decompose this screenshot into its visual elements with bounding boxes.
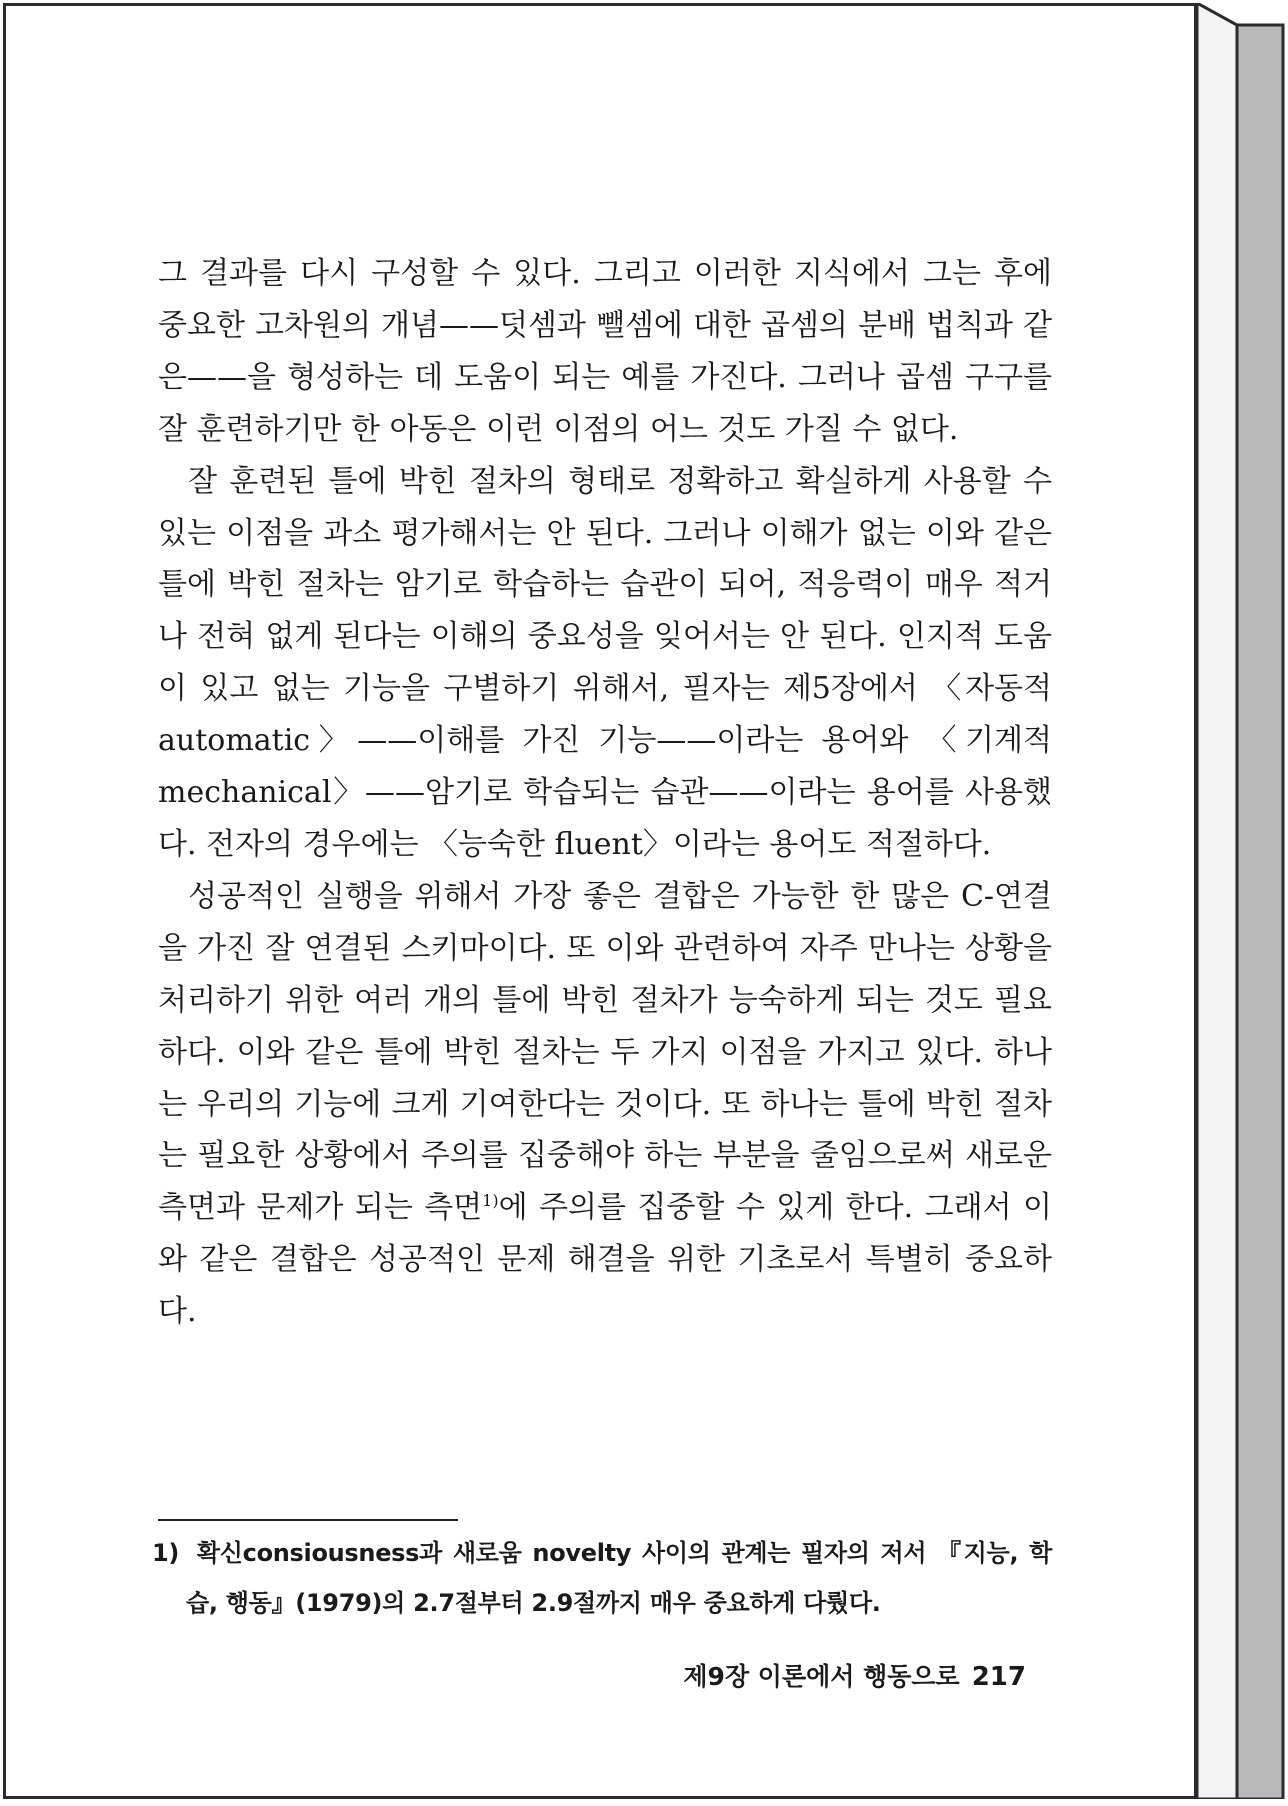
footnote xyxy=(152,1528,1053,1628)
running-footer xyxy=(683,1657,1026,1693)
chapter-label: 제9장 이론에서 행동으로 xyxy=(683,1662,960,1691)
footnote-reference[interactable]: 1) xyxy=(482,1191,499,1211)
page-number: 217 xyxy=(971,1662,1026,1692)
paragraph-3-text-after: 에 주의를 집중할 수 있게 한다. 그래서 이와 같은 결합은 성공적인 문제 해결을 위한 기초로서 특별히 중요하다. xyxy=(158,1190,1052,1330)
body-text xyxy=(158,248,1052,1338)
paragraph-3-text-before: 성공적인 실행을 위해서 가장 좋은 결합은 가능한 한 많은 C-연결을 가진 잘 연결된 스키마이다. 또 이와 관련하여 자주 만나는 상황을 처리하기 위한 여러 개의 틀에 박힌 절차가 능숙하게 되는 것도 필요하다. 이와 같은 틀에 박힌 절차는 두 가지 이점을 가지고 있다. 하나는 우리의 기능에 크게 기여한다는 것이다. 또 하나는 틀에 박힌 절차는 필요한 상황에서 주의를 집중해야 하는 부분을 줄임으로써 새로운 측면과 문제가 되는 측면 xyxy=(158,878,1052,1226)
paragraph-2: 잘 훈련된 틀에 박힌 절차의 형태로 정확하고 확실하게 사용할 수 있는 이점을 과소 평가해서는 안 된다. 그러나 이해가 없는 이와 같은 틀에 박힌 절차는 암기로 학습하는 습관이 되어, 적응력이 매우 적거나 전혀 없게 된다는 이해의 중요성을 잊어서는 안 된다. 인지적 도움이 있고 없는 기능을 구별하기 위해서, 필자는 제5장에서 〈자동적 automatic〉——이해를 가진 기능——이라는 용어와 〈기계적 mechanical〉——암기로 학습되는 습관——이라는 용어를 사용했다. 전자의 경우에는 〈능숙한 fluent〉이라는 용어도 적절하다. xyxy=(158,463,1052,862)
footnote-divider xyxy=(158,1519,458,1521)
footnote-text: 확신consiousness과 새로움 novelty 사이의 관계는 필자의 저서 『지능, 학습, 행동』(1979)의 2.7절부터 2.9절까지 매우 중요하게 다뤘다. xyxy=(186,1539,1053,1617)
page-edge-3d xyxy=(1197,3,1285,1799)
footnote-number: 1) xyxy=(152,1539,180,1567)
paragraph-3 xyxy=(158,871,1052,1338)
paragraph-1: 그 결과를 다시 구성할 수 있다. 그리고 이러한 지식에서 그는 후에 중요한 고차원의 개념——덧셈과 뺄셈에 대한 곱셈의 분배 법칙과 같은——을 형성하는 데 도움이 되는 예를 가진다. 그러나 곱셈 구구를 잘 훈련하기만 한 아동은 이런 이점의 어느 것도 가질 수 없다. xyxy=(158,256,1052,447)
